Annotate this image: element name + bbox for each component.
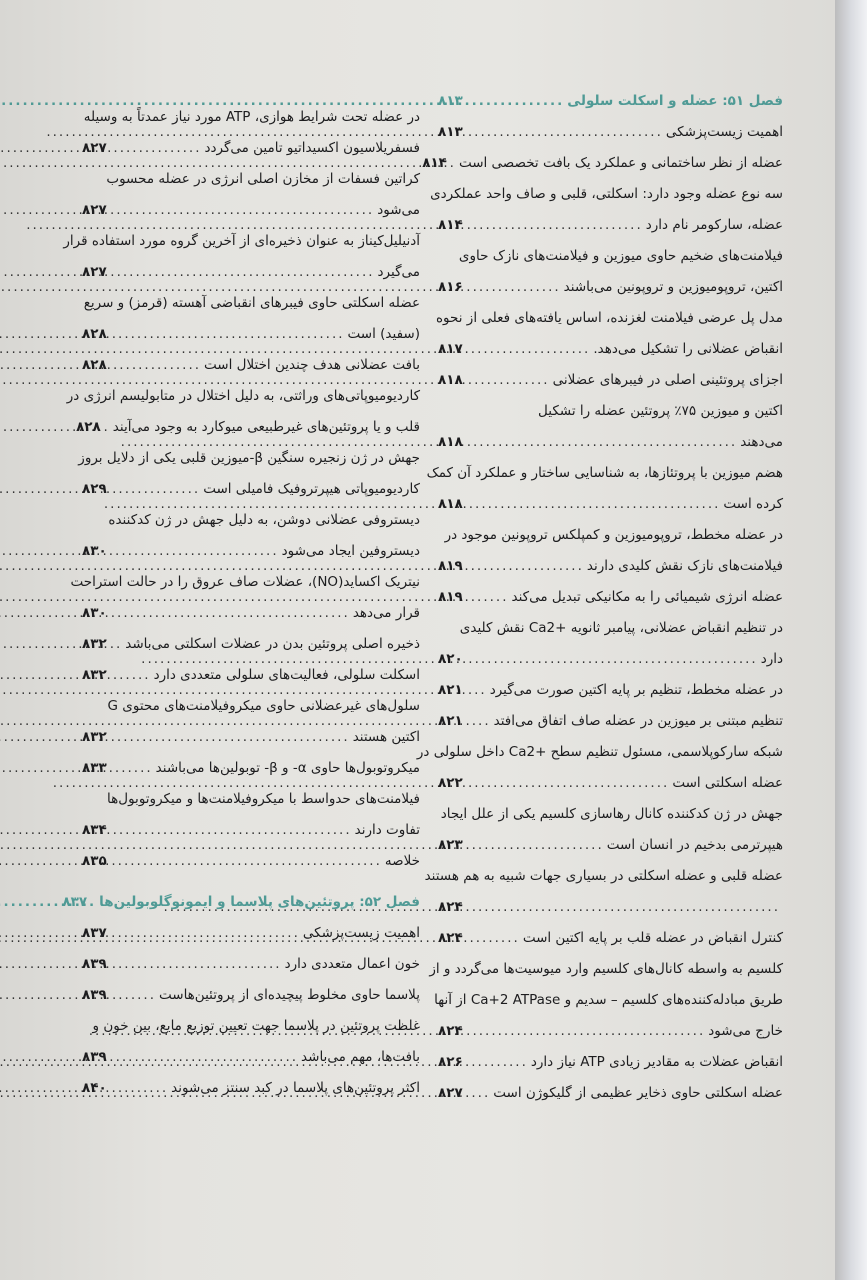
toc-entry-text: کرده است [723, 496, 783, 512]
toc-entry-text: عضله اسکلتی حاوی فیبرهای انقباضی آهسته (قرمز) و سریع [83, 295, 420, 311]
toc-entry-text: اهمیت زیست‌پزشکی [665, 124, 783, 140]
page-number: ۸۲۸ [76, 419, 101, 435]
toc-entry-text: در عضله تحت شرایط هوازی، ATP مورد نیاز عمدتاً به وسیله [83, 109, 420, 125]
toc-entry-text: انقباض عضلانی را تشکیل می‌دهد. [593, 341, 783, 357]
leader-dots [110, 1042, 298, 1073]
page-number: ۸۴۰ [82, 1080, 107, 1096]
page-number: ۸۱۹ [438, 558, 463, 574]
page-number: ۸۳۵ [82, 853, 107, 869]
toc-entry [82, 1042, 420, 1073]
toc-entry-text: کراتین فسفات از مخازن اصلی انرژی در عضله محسوب [106, 171, 420, 187]
leader-dots [466, 830, 604, 861]
toc-entry-text: هضم میوزین با پروتئازها، به شناسایی ساختار و عملکرد آن کمک [426, 465, 783, 481]
toc-entry [438, 551, 783, 582]
toc-entry-text: قرار می‌دهد [352, 605, 420, 621]
toc-entry-text: سه نوع عضله وجود دارد: اسکلتی، قلبی و صاف واحد عملکردی [430, 186, 783, 202]
toc-entry [438, 520, 783, 551]
chapter-title: فصل ۵۲: پروتئین‌های پلاسما و ایمونوگلوبولین‌ها [99, 894, 420, 910]
leader-dots [466, 427, 737, 458]
page-number: ۸۲۷ [82, 140, 107, 156]
page-number: ۸۳۲ [82, 667, 107, 683]
toc-entry-text: فیلامنت‌های نازک نقش کلیدی دارند [586, 558, 783, 574]
leader-dots [466, 706, 491, 737]
toc-entry [82, 164, 420, 195]
toc-entry-text: عضله، سارکومر نام دارد [645, 217, 783, 233]
leader-dots [466, 892, 780, 923]
toc-entry [82, 1011, 420, 1042]
toc-entry-text: دارد [760, 651, 783, 667]
page-number: ۸۱۸ [438, 372, 463, 388]
toc-column-left [62, 102, 420, 1104]
toc-entry [82, 660, 420, 691]
page-number: ۸۳۷ [82, 925, 107, 941]
toc-entry-text: اکتین و میوزین ۷۵٪ پروتئین عضله را تشکیل [538, 403, 783, 419]
leader-dots [110, 133, 202, 164]
toc-entry-text: فسفریلاسیون اکسیداتیو تامین می‌گردد [204, 140, 420, 156]
toc-entry-text: خارج می‌شود [708, 1023, 783, 1039]
toc-entry [438, 1016, 783, 1047]
toc-entry [82, 505, 420, 536]
page-number: ۸۳۳ [82, 760, 107, 776]
leader-dots [110, 629, 123, 660]
toc-entry [82, 102, 420, 133]
toc-entry [438, 117, 783, 148]
page-number: ۸۲۴ [438, 930, 463, 946]
leader-dots [466, 1078, 491, 1109]
leader-dots [110, 257, 375, 288]
toc-entry-text: خون اعمال متعددی دارد [284, 956, 420, 972]
toc-entry [438, 241, 783, 272]
toc-entry-text: می‌گیرد [377, 264, 420, 280]
page-number: ۸۳۲ [82, 729, 107, 745]
page-number: ۸۲۷ [82, 202, 107, 218]
page-number: ۸۲۷ [82, 264, 107, 280]
toc-entry [82, 949, 420, 980]
toc-entry-text: جهش در ژن زنجیره سنگین β-میوزین قلبی یکی از دلایل بروز [78, 450, 420, 466]
page-number: ۸۱۸ [438, 434, 463, 450]
toc-entry [438, 644, 783, 675]
toc-entry-text: مدل پل عرضی فیلامنت لغزنده، اساس یافته‌های فعلی از نحوه [435, 310, 783, 326]
page-number: ۸۱۷ [438, 341, 463, 357]
leader-dots [466, 365, 550, 396]
toc-entry-text: در عضله مخطط، تنظیم بر پایه اکتین صورت می‌گیرد [489, 682, 783, 698]
toc-entry [430, 179, 783, 210]
page-number: ۸۲۱ [438, 682, 463, 698]
toc-entry-text: اسکلت سلولی، فعالیت‌های سلولی متعددی دارد [153, 667, 420, 683]
leader-dots [110, 598, 350, 629]
toc-entry-text: هیپرترمی بدخیم در انسان است [606, 837, 783, 853]
toc-entry [438, 272, 783, 303]
page-number: ۸۲۶ [438, 1054, 463, 1070]
page-number: ۸۱۸ [438, 496, 463, 512]
toc-entry-text: می‌شود [377, 202, 420, 218]
toc-entry-text: عضله از نظر ساختمانی و عملکرد یک بافت تخصصی است [458, 155, 783, 171]
toc-entry-text: دیستروفی عضلانی دوشن، به دلیل جهش در ژن کدکننده [108, 512, 420, 528]
toc-entry [438, 892, 783, 923]
toc-entry [438, 613, 783, 644]
page-number: ۸۳۲ [82, 636, 107, 652]
page-number: ۸۱۳ [438, 93, 463, 109]
toc-entry [438, 396, 783, 427]
toc-entry [82, 598, 420, 629]
toc-entry [82, 195, 420, 226]
toc-entry [82, 133, 420, 164]
leader-dots [466, 1047, 528, 1078]
page-number: ۸۱۴ [422, 155, 447, 171]
page-number: ۸۲۹ [82, 481, 107, 497]
toc-entry [66, 381, 420, 412]
toc-entry [438, 334, 783, 365]
toc-entry [438, 830, 783, 861]
toc-entry [82, 629, 420, 660]
toc-entry-text: در تنظیم انقباض عضلانی، پیامبر ثانویه +Ca2 نقش کلیدی [459, 620, 783, 636]
toc-entry [426, 458, 783, 489]
toc-entry [82, 1073, 420, 1104]
leader-dots [110, 536, 279, 567]
toc-entry [82, 474, 420, 505]
toc-entry [438, 210, 783, 241]
toc-entry [429, 954, 783, 985]
chapter-title: فصل ۵۱: عضله و اسکلت سلولی [567, 93, 783, 109]
toc-entry [82, 288, 420, 319]
toc-entry [438, 489, 783, 520]
leader-dots [110, 980, 156, 1011]
page-number: ۸۳۹ [82, 956, 107, 972]
page-number: ۸۳۹ [82, 987, 107, 1003]
leader-dots [110, 949, 282, 980]
toc-entry [82, 319, 420, 350]
toc-entry-text: دیستروفین ایجاد می‌شود [281, 543, 420, 559]
toc-entry [438, 1078, 783, 1109]
toc-entry-text: جهش در ژن کدکننده کانال رهاسازی کلسیم یکی از علل ایجاد [440, 806, 783, 822]
toc-entry-text: کاردیومیوپاتی‌های وراثتی، به دلیل اختلال در متابولیسم انرژی در [66, 388, 420, 404]
toc-entry [438, 427, 783, 458]
leader-dots [466, 675, 487, 706]
leader-dots [110, 753, 153, 784]
toc-entry [438, 582, 783, 613]
toc-entry [82, 722, 420, 753]
toc-entry-text: تفاوت دارند [354, 822, 420, 838]
page-number: ۸۳۴ [82, 822, 107, 838]
leader-dots [466, 210, 643, 241]
leader-dots [110, 846, 382, 877]
page-number: ۸۲۰ [438, 651, 463, 667]
leader-dots [110, 195, 374, 226]
toc-entry-text: غلظت پروتئین در پلاسما جهت تعیین توزیع مایع، بین خون و [92, 1018, 420, 1034]
toc-entry [434, 985, 783, 1016]
leader-dots [466, 334, 591, 365]
toc-entry [82, 815, 420, 846]
toc-entry-text: بافت‌ها، مهم می‌باشد [301, 1049, 420, 1065]
page-number: ۸۱۹ [438, 589, 463, 605]
toc-entry-text: اکثر پروتئین‌های پلاسما در کبد سنتز می‌شوند [171, 1080, 420, 1096]
toc-entry [82, 257, 420, 288]
page-number: ۸۳۷ [62, 894, 88, 910]
page-number: ۸۱۴ [438, 217, 463, 233]
page-number: ۸۲۲ [438, 775, 463, 791]
toc-column-right [416, 86, 783, 1109]
toc-entry [424, 861, 783, 892]
page-number: ۸۲۸ [82, 357, 107, 373]
toc-entry [438, 923, 783, 954]
toc-entry-text: انقباض عضلات به مقادیر زیادی ATP نیاز دارد [530, 1054, 783, 1070]
leader-dots [466, 582, 509, 613]
toc-entry [438, 799, 783, 830]
toc-entry [422, 148, 783, 179]
leader-dots [110, 815, 352, 846]
toc-entry-text: عضله انرژی شیمیائی را به مکانیکی تبدیل می‌کند [511, 589, 783, 605]
leader-dots [466, 644, 758, 675]
leader-dots [110, 319, 345, 350]
toc-entry-text: اهمیت زیست‌پزشکی [302, 925, 420, 941]
leader-dots [466, 551, 584, 582]
leader-dots [110, 918, 300, 949]
page-number: ۸۲۴ [438, 1023, 463, 1039]
toc-entry-text: عضله قلبی و عضله اسکلتی در بسیاری جهات شبیه به هم هستند [424, 868, 783, 884]
toc-entry-text: اکتین، تروپومیوزین و تروپونین می‌باشند [563, 279, 783, 295]
toc-entry [78, 443, 420, 474]
leader-dots [466, 1016, 706, 1047]
toc-entry-text: در عضله مخطط، تروپومیوزین و کمپلکس تروپونین موجود در [444, 527, 783, 543]
leader-dots [110, 1073, 168, 1104]
page-number: ۸۲۳ [438, 837, 463, 853]
leader-dots [450, 148, 456, 179]
toc-entry-text: عضله اسکلتی حاوی ذخایر عظیمی از گلیکوژن است [493, 1085, 783, 1101]
toc-entry [63, 226, 420, 257]
leader-dots [110, 722, 350, 753]
chapter-heading [438, 86, 783, 117]
toc-entry [82, 536, 420, 567]
toc-entry-text: ذخیره اصلی پروتئین بدن در عضلات اسکلتی می‌باشد [125, 636, 420, 652]
book-spine [835, 0, 867, 1280]
toc-entry-text: نیتریک اکساید(NO)، عضلات صاف عروق را در حالت استراحت [70, 574, 420, 590]
toc-entry [435, 303, 783, 334]
chapter-heading [62, 887, 420, 918]
toc-entry-text: قلب و یا پروتئین‌های غیرطبیعی میوکارد به وجود می‌آیند [112, 419, 420, 435]
toc-entry [82, 846, 420, 877]
toc-entry [82, 918, 420, 949]
toc-entry [76, 412, 420, 443]
leader-dots [110, 350, 201, 381]
toc-entry [438, 768, 783, 799]
toc-entry [82, 753, 420, 784]
leader-dots [466, 768, 670, 799]
toc-entry [438, 365, 783, 396]
toc-entry [82, 784, 420, 815]
toc-entry [82, 980, 420, 1011]
toc-entry-text: تنظیم مبتنی بر میوزین در عضله صاف اتفاق می‌افتد [493, 713, 783, 729]
toc-entry-text: پلاسما حاوی مخلوط پیچیده‌ای از پروتئین‌هاست [159, 987, 420, 1003]
toc-entry-text: کلسیم به واسطه کانال‌های کلسیم وارد میوسیت‌ها می‌گردد و از [429, 961, 783, 977]
page-number: ۸۲۱ [438, 713, 463, 729]
page-number: ۸۳۹ [82, 1049, 107, 1065]
toc-entry-text: شبکه سارکوپلاسمی، مسئول تنظیم سطح +Ca2 داخل سلولی در [416, 744, 783, 760]
toc-entry-text: میکروتوبول‌ها حاوی α- و β- توبولین‌ها می‌باشند [155, 760, 420, 776]
page-number: ۸۲۴ [438, 899, 463, 915]
leader-dots [110, 474, 200, 505]
toc-entry-text: عضله اسکلتی است [672, 775, 783, 791]
toc-entry [438, 1047, 783, 1078]
leader-dots [466, 117, 663, 148]
page-number: ۸۱۳ [438, 124, 463, 140]
toc-entry-text: فیلامنت‌های ضخیم حاوی میوزین و فیلامنت‌های نازک حاوی [458, 248, 783, 264]
section-gap [82, 877, 420, 887]
toc-entry-text: آدنیلیل‌کیناز به عنوان ذخیره‌ای از آخرین گروه مورد استفاده قرار [63, 233, 420, 249]
toc-entry-text: (سفید) است [347, 326, 420, 342]
leader-dots [466, 86, 565, 117]
page-number: ۸۱۶ [438, 279, 463, 295]
leader-dots [104, 412, 110, 443]
toc-entry [82, 350, 420, 381]
toc-entry-text: سلول‌های غیرعضلانی حاوی میکروفیلامنت‌های محتوی G [107, 698, 420, 714]
toc-entry-text: طریق مبادله‌کننده‌های کلسیم – سدیم و Ca+2 ATPase از آنها [434, 992, 783, 1008]
toc-entry-text: کاردیومیوپاتی هیپرتروفیک فامیلی است [203, 481, 420, 497]
leader-dots [466, 272, 561, 303]
toc-entry-text: بافت عضلانی هدف چندین اختلال است [204, 357, 420, 373]
toc-entry [416, 737, 783, 768]
toc-entry [70, 567, 420, 598]
toc-entry-text: فیلامنت‌های حدواسط با میکروفیلامنت‌ها و میکروتوبول‌ها [107, 791, 420, 807]
leader-dots [90, 887, 96, 918]
leader-dots [110, 660, 151, 691]
page-number: ۸۲۷ [438, 1085, 463, 1101]
toc-entry-text: خلاصه [384, 853, 420, 869]
leader-dots [466, 923, 520, 954]
toc-entry-text: می‌دهند [740, 434, 783, 450]
page-number: ۸۳۰ [82, 543, 107, 559]
toc-entry [438, 706, 783, 737]
toc-entry-text: کنترل انقباض در عضله قلب بر پایه اکتین است [522, 930, 783, 946]
leader-dots [466, 489, 721, 520]
toc-entry [82, 691, 420, 722]
toc-entry [438, 675, 783, 706]
page-number: ۸۲۸ [82, 326, 107, 342]
toc-entry-text: اجزای پروتئینی اصلی در فیبرهای عضلانی [552, 372, 783, 388]
toc-entry-text: اکتین هستند [352, 729, 420, 745]
page-number: ۸۳۰ [82, 605, 107, 621]
